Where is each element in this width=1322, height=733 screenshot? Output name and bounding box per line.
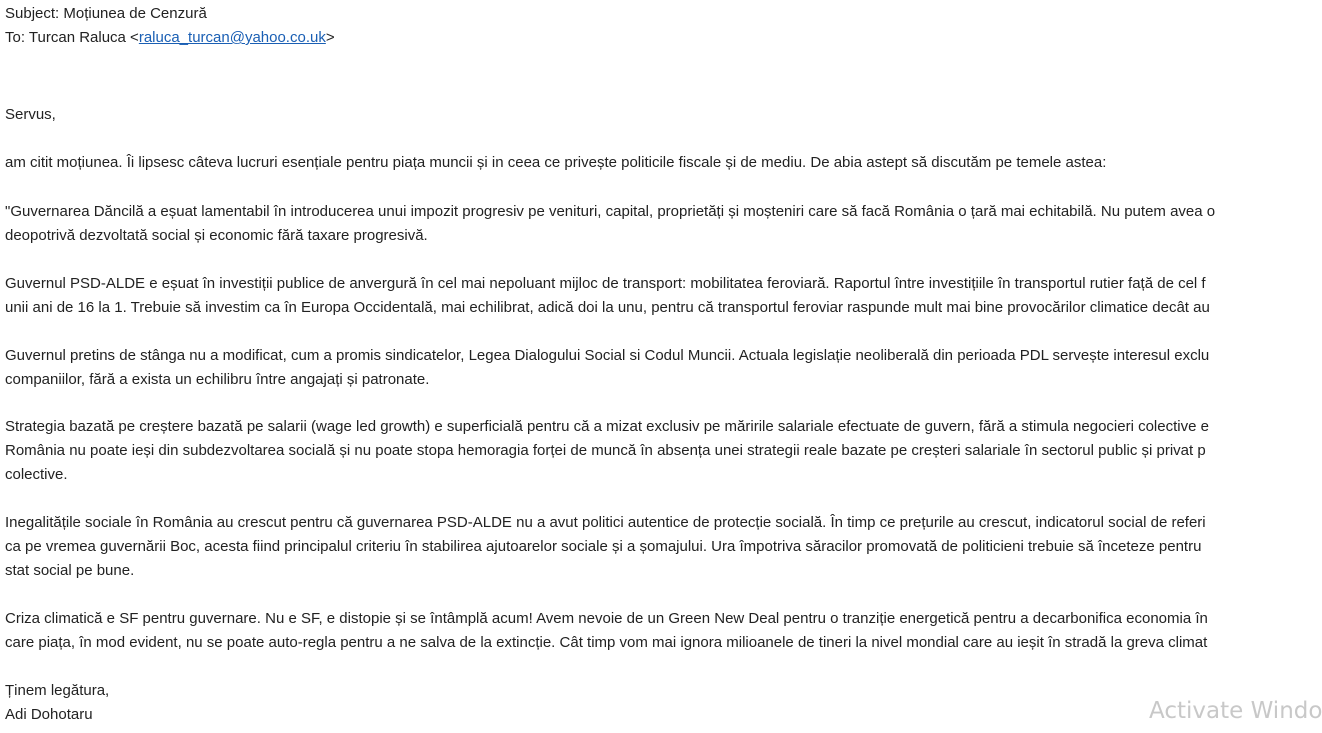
- greeting: Servus,: [5, 106, 56, 123]
- paragraph-3-line-1: Guvernul pretins de stânga nu a modificat, cum a promis sindicatelor, Legea Dialogului Social si Codul Muncii. Actuala legislație neoliberală din perioada PDL servește interesul exclu: [5, 347, 1210, 364]
- to-line: [5, 26, 335, 50]
- paragraph-2-line-2: unii ani de 16 la 1. Trebuie să investim ca în Europa Occidentală, mai echilibrat, adică doi la unu, pentru că transportul feroviar raspunde mult mai bine provocărilor climatice decât au: [5, 299, 1210, 316]
- activate-windows-watermark: Activate Windo: [1149, 698, 1322, 724]
- to-suffix: >: [325, 29, 335, 46]
- paragraph-5-line-1: Inegalitățile sociale în România au crescut pentru că guvernarea PSD-ALDE nu a avut politici autentice de protecție socială. În timp ce prețurile au crescut, indicatorul social de referi: [5, 514, 1206, 531]
- paragraph-4-line-2: România nu poate ieși din subdezvoltarea socială și nu poate stopa hemoragia forței de muncă în absența unei strategii reale bazate pe creșteri salariale în sectorul public și privat p: [5, 442, 1206, 459]
- closing-line: Ținem legătura,: [5, 682, 110, 699]
- paragraph-5-line-3: stat social pe bune.: [5, 562, 135, 579]
- signature: Adi Dohotaru: [5, 706, 93, 723]
- paragraph-5-line-2: ca pe vremea guvernării Boc, acesta fiind principalul criteriu în stabilirea ajutoarelor sociale și a șomajului. Ura împotriva săracilor promovată de politicieni trebuie să înceteze pentru: [5, 538, 1202, 555]
- paragraph-2-line-1: Guvernul PSD-ALDE e eșuat în investiții publice de anvergură în cel mai nepoluant mijloc de transport: mobilitatea feroviară. Raportul între investițiile în transportul rutier față de cel f: [5, 275, 1206, 292]
- paragraph-1-line-2: deopotrivă dezvoltată social și economic fără taxare progresivă.: [5, 227, 428, 244]
- paragraph-1-line-1: "Guvernarea Dăncilă a eșuat lamentabil în introducerea unui impozit progresiv pe venituri, capital, proprietăți și moșteniri care să facă România o țară mai echitabilă. Nu putem avea o: [5, 203, 1216, 220]
- paragraph-6-line-2: care piața, în mod evident, nu se poate auto-regla pentru a ne salva de la extincție. Cât timp vom mai ignora milioanele de tineri la nivel mondial care au ieșit în stradă la greva climat: [5, 634, 1208, 651]
- paragraph-4-line-3: colective.: [5, 466, 68, 483]
- recipient-email-link[interactable]: raluca_turcan@yahoo.co.uk: [138, 29, 326, 46]
- paragraph-6-line-1: Criza climatică e SF pentru guvernare. Nu e SF, e distopie și se întâmplă acum! Avem nevoie de un Green New Deal pentru o tranziție energetică pentru a decarbonifica economia în: [5, 610, 1208, 627]
- to-prefix: To: Turcan Raluca <: [5, 29, 139, 46]
- subject-line: Subject: Moțiunea de Cenzură: [5, 5, 207, 22]
- paragraph-4-line-1: Strategia bazată pe creștere bazată pe salarii (wage led growth) e superficială pentru că a mizat exclusiv pe măririle salariale efectuate de guvern, fără a stimula negocieri colective e: [5, 418, 1209, 435]
- paragraph-3-line-2: companiilor, fără a exista un echilibru între angajați și patronate.: [5, 371, 430, 388]
- intro-paragraph: am citit moțiunea. Îi lipsesc câteva lucruri esențiale pentru piața muncii și in ceea ce privește politicile fiscale și de mediu. De abia astept să discutăm pe temele astea:: [5, 154, 1107, 171]
